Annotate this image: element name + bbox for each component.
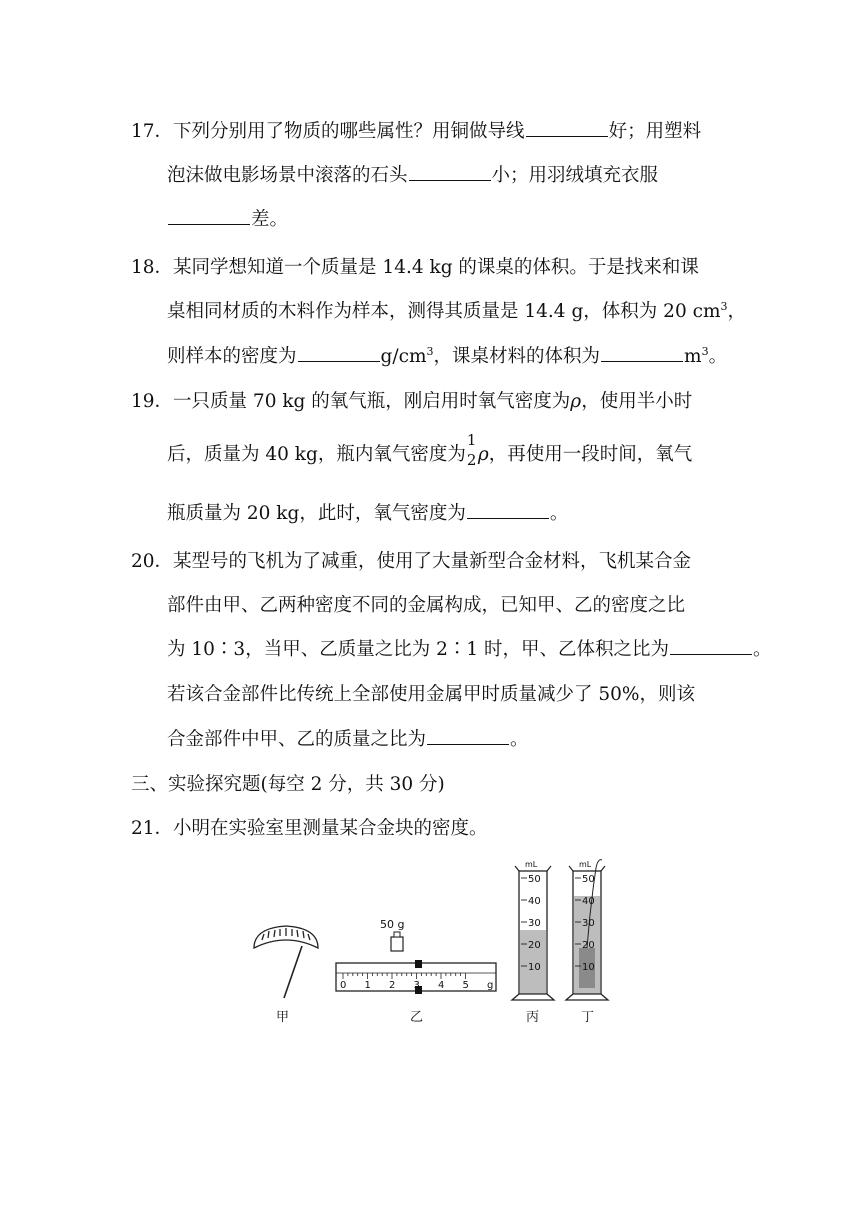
q17-line1: 17．下列分别用了物质的哪些属性？用铜做导线 好；用塑料 bbox=[131, 121, 702, 142]
ruler-tick-label: 0 bbox=[340, 980, 347, 991]
graduated-cylinder-1 bbox=[512, 860, 554, 1000]
ruler-tick-label: 4 bbox=[438, 980, 445, 991]
cylinder-tick-label: 30 bbox=[582, 918, 595, 929]
figure-label-yi: 乙 bbox=[410, 1010, 424, 1025]
q21-number: 21． bbox=[131, 818, 174, 839]
q18-line3: 则样本的密度为 $g/cm^3$，课桌材料的体积为 $m^3$。 bbox=[167, 345, 728, 367]
figure-label-bing: 丙 bbox=[526, 1010, 540, 1025]
answer-blank bbox=[601, 360, 683, 362]
q20-number: 20． bbox=[131, 551, 174, 572]
q20-line5: 合金部件中甲、乙的质量之比为 。 bbox=[167, 729, 529, 750]
q17-number: 17． bbox=[131, 121, 174, 142]
cylinder-2-unit: mL bbox=[579, 860, 592, 869]
figure-label-jia: 甲 bbox=[276, 1010, 290, 1025]
q20-line4: 若该合金部件比传统上全部使用金属甲时质量减少了 50%，则该 bbox=[167, 684, 696, 705]
answer-blank bbox=[168, 223, 250, 225]
q20-line2: 部件由甲、乙两种密度不同的金属构成，已知甲、乙的密度之比 bbox=[167, 595, 686, 616]
q19-line1: 19．一只质量 70 kg 的氧气瓶，刚启用时氧气密度为ρ，使用半小时 bbox=[131, 391, 693, 412]
ruler-tick-label: 3 bbox=[413, 980, 420, 991]
experiment-figure bbox=[240, 848, 620, 1028]
answer-blank bbox=[409, 179, 491, 181]
weight-label: 50 g bbox=[380, 918, 405, 931]
ruler-tick-label: 2 bbox=[389, 980, 396, 991]
q19-number: 19． bbox=[131, 391, 174, 412]
q18-line2: 桌相同材质的木料作为样本，测得其质量是 14.4 g，体积为 20 $cm^3$， bbox=[167, 300, 747, 322]
figure-label-ding: 丁 bbox=[581, 1010, 595, 1025]
cylinder-tick-label: 10 bbox=[582, 962, 595, 973]
ruler-tick-label: 1 bbox=[364, 980, 371, 991]
q20-line1: 20．某型号的飞机为了减重，使用了大量新型合金材料，飞机某合金 bbox=[131, 551, 692, 572]
q19-line3: 瓶质量为 20 kg，此时，氧气密度为 。 bbox=[167, 503, 569, 524]
cylinder-1-unit: mL bbox=[525, 860, 538, 869]
experiment-diagram bbox=[240, 848, 620, 1028]
answer-blank bbox=[670, 653, 752, 655]
q18-number: 18． bbox=[131, 257, 174, 278]
cylinder-tick-label: 50 bbox=[528, 874, 541, 885]
balance-dial bbox=[254, 926, 318, 998]
graduated-cylinder-2 bbox=[566, 860, 608, 1000]
ruler-tick-label: g bbox=[487, 980, 494, 991]
q19-line2: 后，质量为 40 kg，瓶内氧气密度为 1 2 ρ，再使用一段时间，氧气 bbox=[167, 431, 693, 469]
q17-line3: 差。 bbox=[167, 205, 288, 231]
q20-line3: 为 10∶3，当甲、乙质量之比为 2∶1 时，甲、乙体积之比为 。 bbox=[167, 639, 772, 660]
cylinder-tick-label: 20 bbox=[582, 940, 595, 951]
cylinder-tick-label: 10 bbox=[528, 962, 541, 973]
cylinder-tick-label: 50 bbox=[582, 874, 595, 885]
answer-blank bbox=[298, 360, 380, 362]
fraction-one-half: 1 2 bbox=[466, 431, 477, 469]
cylinder-tick-label: 40 bbox=[528, 896, 541, 907]
ruler-tick-label: 5 bbox=[462, 980, 469, 991]
answer-blank bbox=[467, 517, 549, 519]
answer-blank bbox=[526, 135, 608, 137]
q17-line2: 泡沫做电影场景中滚落的石头 小；用羽绒填充衣服 bbox=[167, 165, 659, 186]
cylinder-tick-label: 40 bbox=[582, 896, 595, 907]
answer-blank bbox=[427, 743, 509, 745]
cylinder-tick-label: 20 bbox=[528, 940, 541, 951]
question-21: 21．小明在实验室里测量某合金块的密度。 bbox=[131, 818, 488, 839]
cylinder-tick-label: 30 bbox=[528, 918, 541, 929]
q18-line1: 18．某同学想知道一个质量是 14.4 kg 的课桌的体积。于是找来和课 bbox=[131, 257, 699, 278]
section-3-heading: 三、实验探究题(每空 2 分，共 30 分) bbox=[131, 774, 445, 795]
